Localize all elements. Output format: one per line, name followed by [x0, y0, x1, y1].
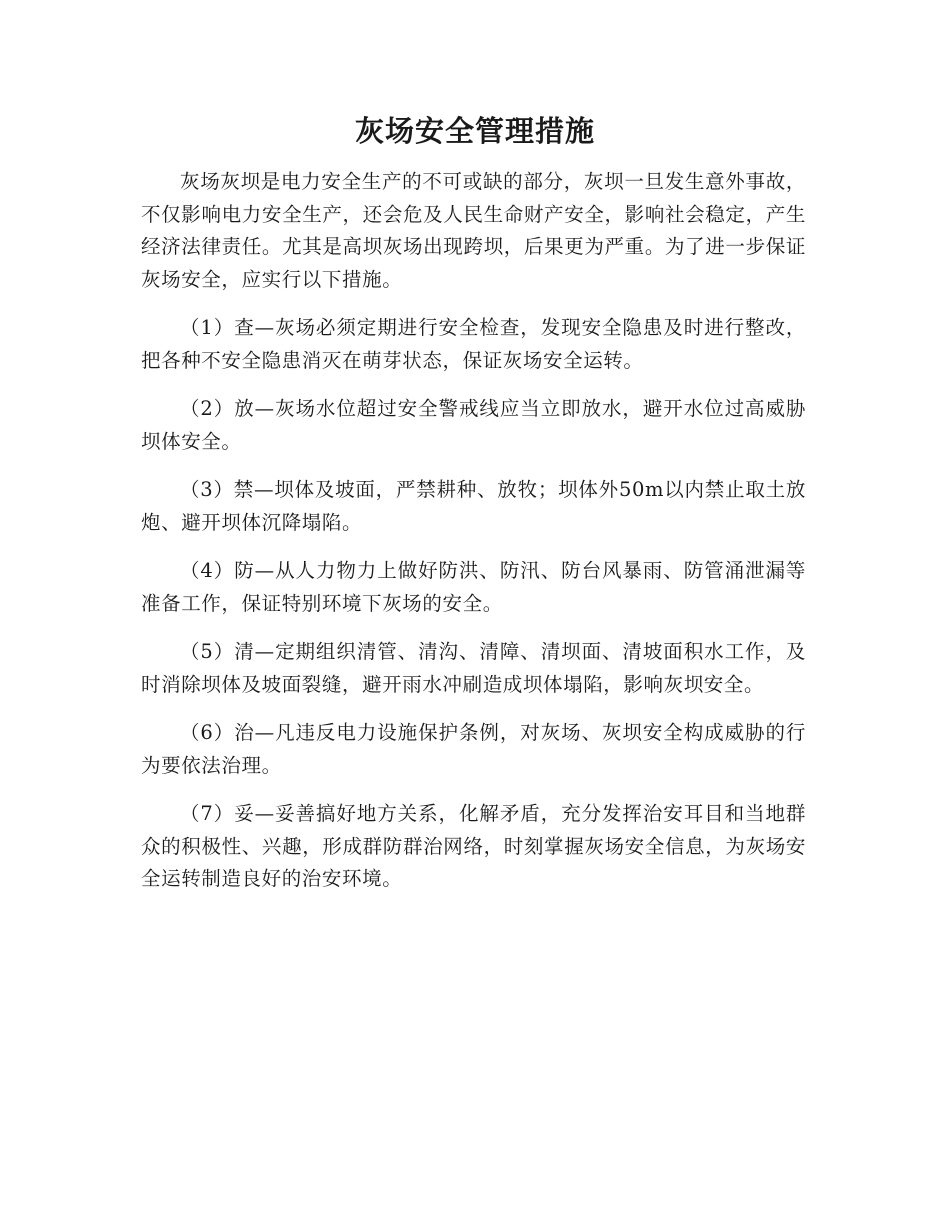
- measure-item-3: （3）禁—坝体及坡面，严禁耕种、放牧；坝体外50m以内禁止取土放炮、避开坝体沉降塌陷。: [141, 478, 806, 534]
- measure-item-4: （4）防—从人力物力上做好防洪、防汛、防台风暴雨、防管涌泄漏等准备工作，保证特别环境下灰场的安全。: [141, 559, 806, 615]
- document-title: 灰场安全管理措施: [354, 114, 595, 148]
- measure-item-6: （6）治—凡违反电力设施保护条例，对灰场、灰坝安全构成威胁的行为要依法治理。: [141, 721, 806, 777]
- measure-item-1: （1）查—灰场必须定期进行安全检查，发现安全隐患及时进行整改，把各种不安全隐患消灭在萌芽状态，保证灰场安全运转。: [141, 316, 806, 372]
- measure-item-2: （2）放—灰场水位超过安全警戒线应当立即放水，避开水位过高威胁坝体安全。: [141, 397, 806, 453]
- measure-item-5: （5）清—定期组织清管、清沟、清障、清坝面、清坡面积水工作，及时消除坝体及坡面裂缝，避开雨水冲刷造成坝体塌陷，影响灰坝安全。: [141, 640, 806, 696]
- document-body: [141, 166, 806, 912]
- measure-item-7: （7）妥—妥善搞好地方关系，化解矛盾，充分发挥治安耳目和当地群众的积极性、兴趣，形成群防群治网络，时刻掌握灰场安全信息，为灰场安全运转制造良好的治安环境。: [141, 802, 806, 890]
- intro-paragraph: 灰场灰坝是电力安全生产的不可或缺的部分，灰坝一旦发生意外事故，不仅影响电力安全生产，还会危及人民生命财产安全，影响社会稳定，产生经济法律责任。尤其是高坝灰场出现跨坝，后果更为严重。为了进一步保证灰场安全，应实行以下措施。: [141, 170, 806, 291]
